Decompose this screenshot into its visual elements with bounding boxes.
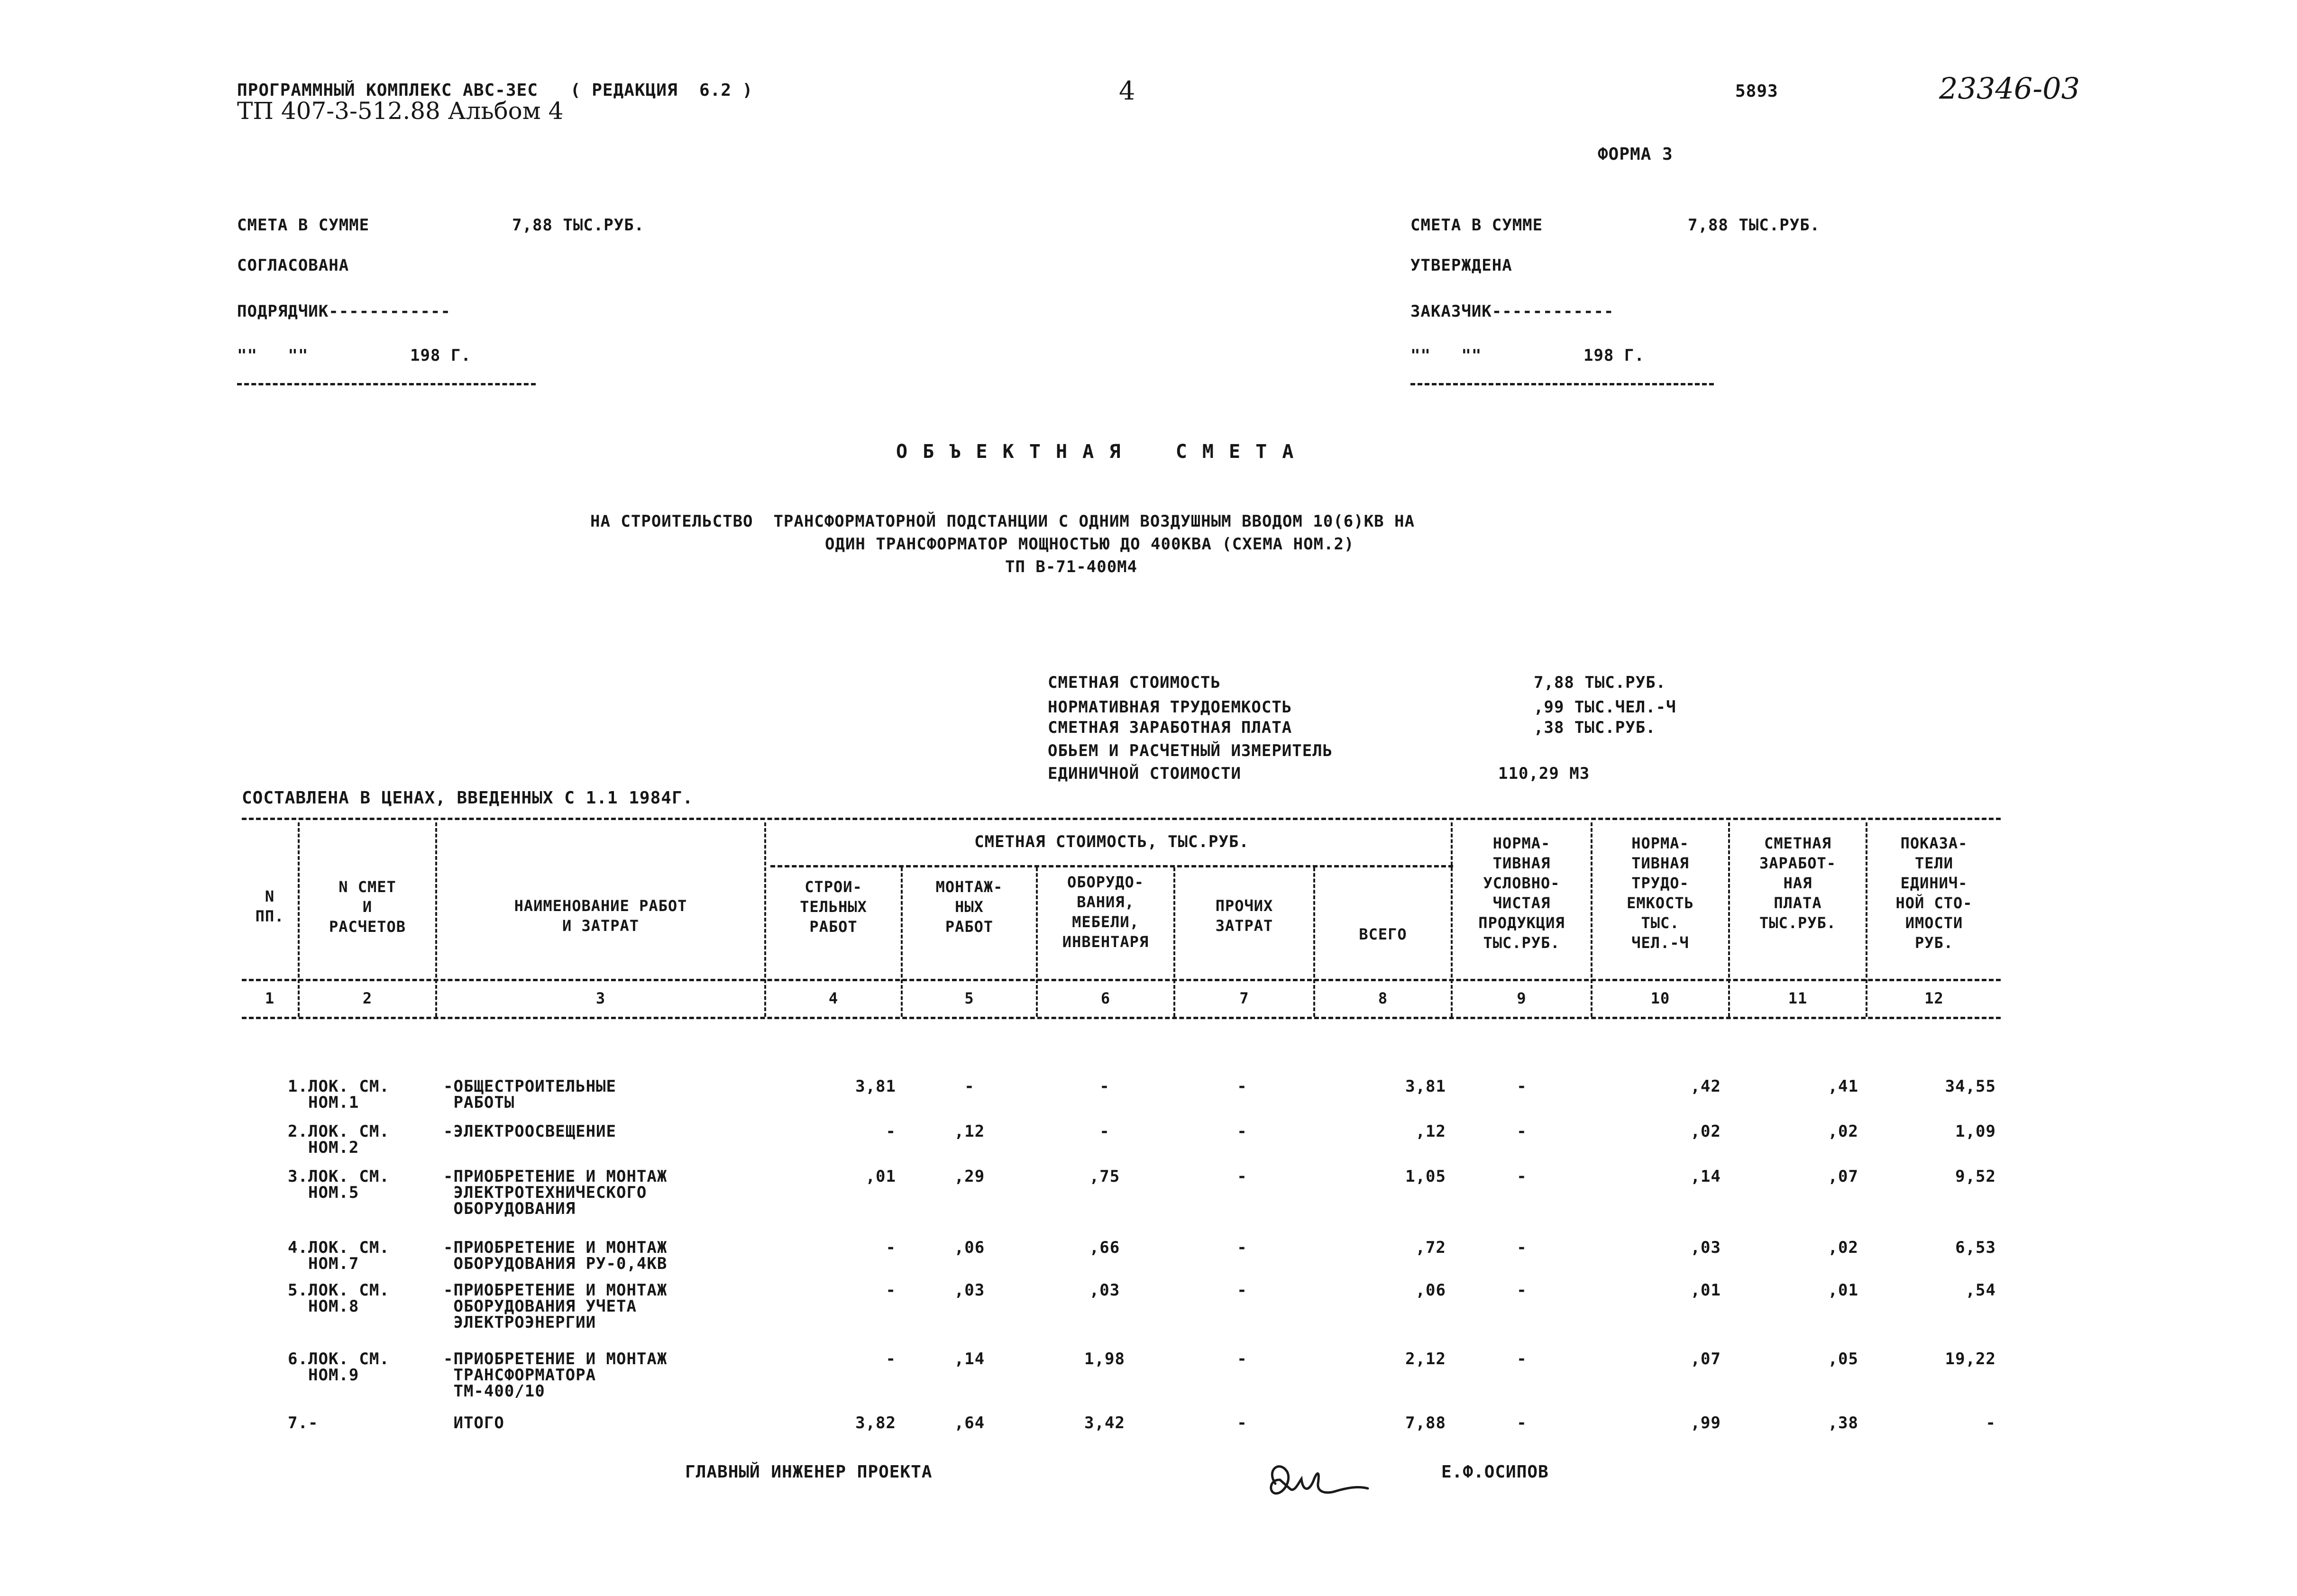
cell-total: ,72	[1415, 1238, 1446, 1257]
cell-wage: ,05	[1828, 1350, 1858, 1368]
cell-n: 1.	[288, 1077, 308, 1096]
cell-mount: ,03	[954, 1281, 985, 1300]
cell-ref: ЛОК. СМ. НОМ.5	[308, 1167, 390, 1202]
cell-other: -	[1237, 1414, 1247, 1432]
summary-label: СМЕТНАЯ СТОИМОСТЬ	[1048, 673, 1221, 692]
column-number: 1	[265, 989, 275, 1007]
cell-equip: ,75	[1089, 1167, 1120, 1186]
column-number: 11	[1788, 989, 1808, 1007]
cell-mount: ,12	[954, 1122, 985, 1141]
left-sum-label: СМЕТА В СУММЕ	[237, 216, 370, 235]
cell-mount: ,06	[954, 1238, 985, 1257]
cell-labor: ,14	[1690, 1167, 1721, 1186]
right-date: "" "" 198 Г.	[1410, 346, 1645, 365]
cell-build: -	[886, 1122, 896, 1141]
left-date: "" "" 198 Г.	[237, 346, 471, 365]
cell-build: -	[886, 1238, 896, 1257]
page-number: 4	[1119, 76, 1135, 106]
column-number: 10	[1650, 989, 1670, 1007]
cell-equip: -	[1099, 1122, 1110, 1141]
cell-total: 2,12	[1405, 1350, 1446, 1368]
cell-unit: 34,55	[1945, 1077, 1996, 1096]
right-status: УТВЕРЖДЕНА	[1410, 256, 1512, 275]
column-header: ОБОРУДО- ВАНИЯ, МЕБЕЛИ, ИНВЕНТАРЯ	[1062, 873, 1149, 951]
subtitle-line-2: ОДИН ТРАНСФОРМАТОР МОЩНОСТЬЮ ДО 400КВА (СХЕМА НОМ.2)	[825, 535, 1354, 554]
cell-ucp: -	[1517, 1167, 1527, 1186]
column-header: НОРМА- ТИВНАЯ УСЛОВНО- ЧИСТАЯ ПРОДУКЦИЯ ТЫС.РУБ.	[1478, 834, 1565, 952]
column-header: НОРМА- ТИВНАЯ ТРУДО- ЕМКОСТЬ ТЫС. ЧЕЛ.-Ч	[1627, 834, 1694, 952]
cell-labor: ,01	[1690, 1281, 1721, 1300]
cell-total: ,06	[1415, 1281, 1446, 1300]
summary-value: 110,29 М3	[1498, 764, 1590, 783]
chief-engineer-name: Е.Ф.ОСИПОВ	[1441, 1462, 1549, 1482]
column-header: НАИМЕНОВАНИЕ РАБОТ И ЗАТРАТ	[514, 897, 687, 935]
left-date-line	[237, 383, 536, 385]
group-header: СМЕТНАЯ СТОИМОСТЬ, ТЫС.РУБ.	[974, 832, 1249, 851]
cell-name: -ПРИОБРЕТЕНИЕ И МОНТАЖ ЭЛЕКТРОТЕХНИЧЕСКОГО ОБОРУДОВАНИЯ	[443, 1167, 668, 1218]
cell-other: -	[1237, 1350, 1247, 1368]
cell-equip: 3,42	[1084, 1414, 1125, 1432]
cell-equip: ,03	[1089, 1281, 1120, 1300]
cell-total: 7,88	[1405, 1414, 1446, 1432]
cell-labor: ,03	[1690, 1238, 1721, 1257]
summary-label: НОРМАТИВНАЯ ТРУДОЕМКОСТЬ	[1048, 698, 1292, 717]
cell-build: 3,81	[855, 1077, 896, 1096]
column-number: 8	[1378, 989, 1388, 1007]
cell-mount: ,29	[954, 1167, 985, 1186]
cell-n: 7.	[288, 1414, 308, 1432]
cell-equip: ,66	[1089, 1238, 1120, 1257]
cell-name: -ЭЛЕКТРООСВЕЩЕНИЕ	[443, 1122, 616, 1141]
column-number: 2	[362, 989, 373, 1007]
prices-note: СОСТАВЛЕНА В ЦЕНАХ, ВВЕДЕННЫХ С 1.1 1984Г.	[242, 788, 694, 808]
column-header: ВСЕГО	[1359, 925, 1407, 943]
right-sum-value: 7,88 ТЫС.РУБ.	[1688, 216, 1821, 235]
column-numbers-rule	[242, 1017, 2001, 1019]
column-number: 6	[1100, 989, 1111, 1007]
column-header: СТРОИ- ТЕЛЬНЫХ РАБОТ	[800, 878, 867, 936]
column-header: ПРОЧИХ ЗАТРАТ	[1215, 897, 1273, 935]
chief-engineer-role: ГЛАВНЫЙ ИНЖЕНЕР ПРОЕКТА	[685, 1462, 933, 1482]
summary-label: ЕДИНИЧНОЙ СТОИМОСТИ	[1048, 764, 1241, 783]
cell-mount: ,14	[954, 1350, 985, 1368]
cell-other: -	[1237, 1167, 1247, 1186]
column-header: N СМЕТ И РАСЧЕТОВ	[329, 878, 406, 936]
cell-other: -	[1237, 1122, 1247, 1141]
cell-unit: 1,09	[1955, 1122, 1996, 1141]
cell-build: -	[886, 1350, 896, 1368]
cell-n: 2.	[288, 1122, 308, 1141]
cell-other: -	[1237, 1238, 1247, 1257]
column-header: МОНТАЖ- НЫХ РАБОТ	[935, 878, 1003, 936]
left-party: ПОДРЯДЧИК------------	[237, 302, 451, 321]
group-header-rule	[770, 865, 1453, 867]
summary-label: СМЕТНАЯ ЗАРАБОТНАЯ ПЛАТА	[1048, 718, 1292, 737]
column-number: 12	[1924, 989, 1944, 1007]
cell-wage: ,07	[1828, 1167, 1858, 1186]
column-number: 9	[1517, 989, 1527, 1007]
cell-n: 3.	[288, 1167, 308, 1186]
cell-equip: -	[1099, 1077, 1110, 1096]
signature-image	[1261, 1450, 1375, 1512]
cell-ref: ЛОК. СМ. НОМ.8	[308, 1281, 390, 1316]
column-header: ПОКАЗА- ТЕЛИ ЕДИНИЧ- НОЙ СТО- ИМОСТИ РУБ.	[1895, 834, 1973, 952]
cell-n: 5.	[288, 1281, 308, 1300]
cell-unit: ,54	[1965, 1281, 1996, 1300]
handwritten-number: 23346-03	[1939, 71, 2080, 106]
cell-wage: ,38	[1828, 1414, 1858, 1432]
cell-n: 4.	[288, 1238, 308, 1257]
right-party: ЗАКАЗЧИК------------	[1410, 302, 1614, 321]
cell-total: 1,05	[1405, 1167, 1446, 1186]
cell-ucp: -	[1517, 1281, 1527, 1300]
cell-wage: ,01	[1828, 1281, 1858, 1300]
cell-build: ,01	[865, 1167, 896, 1186]
left-sum-value: 7,88 ТЫС.РУБ.	[512, 216, 645, 235]
cell-name: ИТОГО	[443, 1414, 504, 1432]
cell-n: 6.	[288, 1350, 308, 1368]
cell-ref: ЛОК. СМ. НОМ.2	[308, 1122, 390, 1157]
column-header: N ПП.	[255, 887, 284, 925]
cell-build: 3,82	[855, 1414, 896, 1432]
cell-name: -ПРИОБРЕТЕНИЕ И МОНТАЖ ОБОРУДОВАНИЯ УЧЕТА ЭЛЕКТРОЭНЕРГИИ	[443, 1281, 668, 1332]
cell-labor: ,02	[1690, 1122, 1721, 1141]
column-number: 4	[828, 989, 839, 1007]
program-line: ПРОГРАММНЫЙ КОМПЛЕКС АВС-ЗЕС ( РЕДАКЦИЯ 6.2 )	[237, 81, 753, 100]
form-label: ФОРМА 3	[1598, 145, 1673, 164]
cell-name: -ПРИОБРЕТЕНИЕ И МОНТАЖ ТРАНСФОРМАТОРА ТМ-400/10	[443, 1350, 668, 1401]
right-sum-label: СМЕТА В СУММЕ	[1410, 216, 1543, 235]
cell-ref: ЛОК. СМ. НОМ.7	[308, 1238, 390, 1273]
cell-ucp: -	[1517, 1122, 1527, 1141]
cell-unit: 19,22	[1945, 1350, 1996, 1368]
cell-build: -	[886, 1281, 896, 1300]
column-number: 5	[964, 989, 974, 1007]
cell-wage: ,41	[1828, 1077, 1858, 1096]
cell-ref: ЛОК. СМ. НОМ.1	[308, 1077, 390, 1112]
cell-wage: ,02	[1828, 1238, 1858, 1257]
subtitle-line-3: ТП В-71-400М4	[1005, 557, 1138, 576]
header-bottom-rule	[242, 979, 2001, 981]
cell-total: 3,81	[1405, 1077, 1446, 1096]
album-line: ТП 407-3-512.88 Альбом 4	[237, 97, 564, 125]
cell-ucp: -	[1517, 1414, 1527, 1432]
cell-total: ,12	[1415, 1122, 1446, 1141]
cell-name: -ОБЩЕСТРОИТЕЛЬНЫЕ РАБОТЫ	[443, 1077, 616, 1112]
cell-ucp: -	[1517, 1238, 1527, 1257]
summary-value: 7,88 ТЫС.РУБ.	[1534, 673, 1666, 692]
summary-label: ОБЬЕМ И РАСЧЕТНЫЙ ИЗМЕРИТЕЛЬ	[1048, 741, 1333, 760]
column-header: СМЕТНАЯ ЗАРАБОТ- НАЯ ПЛАТА ТЫС.РУБ.	[1759, 834, 1837, 932]
cell-ref: ЛОК. СМ. НОМ.9	[308, 1350, 390, 1385]
document-code: 5893	[1735, 82, 1778, 101]
right-date-line	[1410, 383, 1714, 385]
cell-other: -	[1237, 1077, 1247, 1096]
cell-name: -ПРИОБРЕТЕНИЕ И МОНТАЖ ОБОРУДОВАНИЯ РУ-0,4КВ	[443, 1238, 668, 1273]
cell-labor: ,07	[1690, 1350, 1721, 1368]
table-top-rule	[242, 818, 2001, 820]
cell-labor: ,42	[1690, 1077, 1721, 1096]
column-number: 7	[1239, 989, 1249, 1007]
summary-value: ,99 ТЫС.ЧЕЛ.-Ч	[1534, 698, 1676, 717]
cell-labor: ,99	[1690, 1414, 1721, 1432]
cell-mount: -	[964, 1077, 975, 1096]
cell-unit: -	[1986, 1414, 1996, 1432]
cell-other: -	[1237, 1281, 1247, 1300]
document-title: О Б Ъ Е К Т Н А Я С М Е Т А	[896, 441, 1296, 463]
column-number: 3	[595, 989, 606, 1007]
cell-ref: -	[308, 1414, 319, 1432]
summary-value: ,38 ТЫС.РУБ.	[1534, 718, 1656, 737]
cell-equip: 1,98	[1084, 1350, 1125, 1368]
cell-mount: ,64	[954, 1414, 985, 1432]
cell-unit: 6,53	[1955, 1238, 1996, 1257]
cell-wage: ,02	[1828, 1122, 1858, 1141]
cell-ucp: -	[1517, 1350, 1527, 1368]
cell-ucp: -	[1517, 1077, 1527, 1096]
subtitle-line-1: НА СТРОИТЕЛЬСТВО ТРАНСФОРМАТОРНОЙ ПОДСТАНЦИИ С ОДНИМ ВОЗДУШНЫМ ВВОДОМ 10(6)КВ НА	[590, 512, 1415, 531]
cell-unit: 9,52	[1955, 1167, 1996, 1186]
left-status: СОГЛАСОВАНА	[237, 256, 349, 275]
